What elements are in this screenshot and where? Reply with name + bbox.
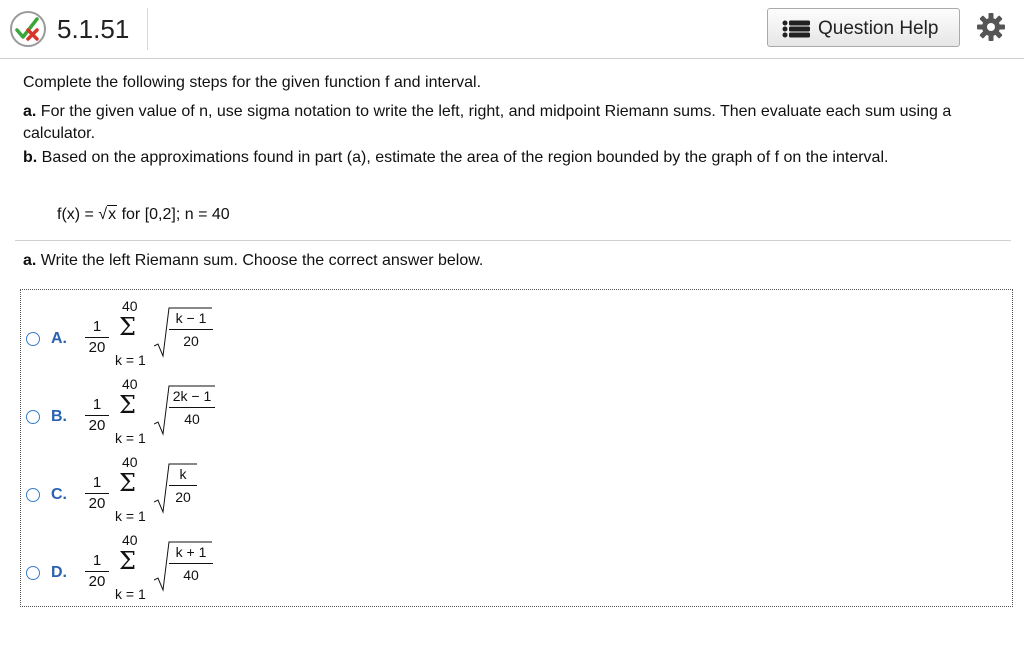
radicand-denominator: 40: [184, 411, 200, 427]
radicand-numerator: 2k − 1: [172, 388, 212, 404]
coefficient-fraction-bar: [85, 415, 109, 416]
sigma-icon: Σ: [119, 547, 136, 575]
radicand-fraction-bar: [169, 329, 213, 330]
list-icon: [782, 20, 810, 38]
function-prefix: f(x) =: [57, 206, 94, 223]
function-suffix: for [0,2]; n = 40: [121, 206, 230, 223]
section-divider: [15, 240, 1011, 241]
radicand-denominator: 20: [183, 333, 199, 349]
coefficient-denominator: 20: [88, 339, 106, 356]
sigma-icon: Σ: [119, 391, 136, 419]
sigma-icon: Σ: [119, 313, 136, 341]
sum-lower-limit: k = 1: [115, 586, 146, 602]
coefficient-numerator: 1: [92, 474, 102, 491]
choice-d[interactable]: [21, 532, 261, 610]
question-header: [0, 0, 1024, 59]
part-b-label: b.: [23, 149, 38, 166]
question-label: a.: [23, 252, 37, 269]
part-a-label: a.: [23, 103, 37, 120]
radicand-denominator: 20: [175, 489, 191, 505]
radicand-fraction-bar: [169, 407, 215, 408]
coefficient-fraction-bar: [85, 337, 109, 338]
part-a-text: For the given value of n, use sigma notation to write the left, right, and midpoint Riemann sums. Then evaluate each sum using a calculator.: [23, 103, 952, 142]
coefficient-numerator: 1: [92, 318, 102, 335]
choice-a[interactable]: [21, 298, 261, 376]
coefficient-denominator: 20: [88, 417, 106, 434]
sum-upper-limit: 40: [122, 376, 138, 392]
question-text: Write the left Riemann sum. Choose the correct answer below.: [40, 252, 484, 269]
coefficient-fraction-bar: [85, 571, 109, 572]
coefficient-denominator: 20: [88, 495, 106, 512]
radicand-fraction-bar: [169, 485, 197, 486]
choice-label: D.: [51, 564, 67, 581]
function-radicand: x: [108, 206, 117, 223]
sigma-icon: Σ: [119, 469, 136, 497]
sum-upper-limit: 40: [122, 532, 138, 548]
choice-b[interactable]: [21, 376, 261, 454]
question-prompt: [23, 250, 483, 272]
part-b-instructions: [23, 147, 1003, 169]
part-a-instructions: [23, 101, 1003, 145]
part-b-text: Based on the approximations found in part (a), estimate the area of the region bounded by the graph of f on the interval.: [41, 149, 889, 166]
choice-label: A.: [51, 330, 67, 347]
gear-icon[interactable]: [976, 12, 1006, 42]
radio-button[interactable]: [26, 566, 40, 580]
sum-lower-limit: k = 1: [115, 508, 146, 524]
sqrt-icon: √: [98, 206, 108, 223]
radicand-numerator: k − 1: [175, 310, 207, 326]
choice-c[interactable]: [21, 454, 261, 532]
sum-lower-limit: k = 1: [115, 430, 146, 446]
radicand-denominator: 40: [183, 567, 199, 583]
choice-label: C.: [51, 486, 67, 503]
question-number: 5.1.51: [57, 14, 130, 44]
coefficient-denominator: 20: [88, 573, 106, 590]
problem-intro: Complete the following steps for the given function f and interval.: [23, 74, 482, 91]
radio-button[interactable]: [26, 410, 40, 424]
coefficient-fraction-bar: [85, 493, 109, 494]
sum-upper-limit: 40: [122, 298, 138, 314]
question-help-label: Question Help: [818, 18, 939, 39]
radicand-numerator: k: [179, 466, 187, 482]
coefficient-numerator: 1: [92, 396, 102, 413]
radicand-fraction-bar: [169, 563, 213, 564]
function-definition: [57, 206, 230, 224]
coefficient-numerator: 1: [92, 552, 102, 569]
sum-lower-limit: k = 1: [115, 352, 146, 368]
choice-label: B.: [51, 408, 67, 425]
radio-button[interactable]: [26, 332, 40, 346]
answer-choices: [20, 289, 1013, 607]
radio-button[interactable]: [26, 488, 40, 502]
header-divider: [147, 8, 148, 50]
radicand-numerator: k + 1: [175, 544, 207, 560]
partial-correct-icon: [9, 10, 47, 48]
question-help-button[interactable]: [767, 8, 960, 47]
sum-upper-limit: 40: [122, 454, 138, 470]
